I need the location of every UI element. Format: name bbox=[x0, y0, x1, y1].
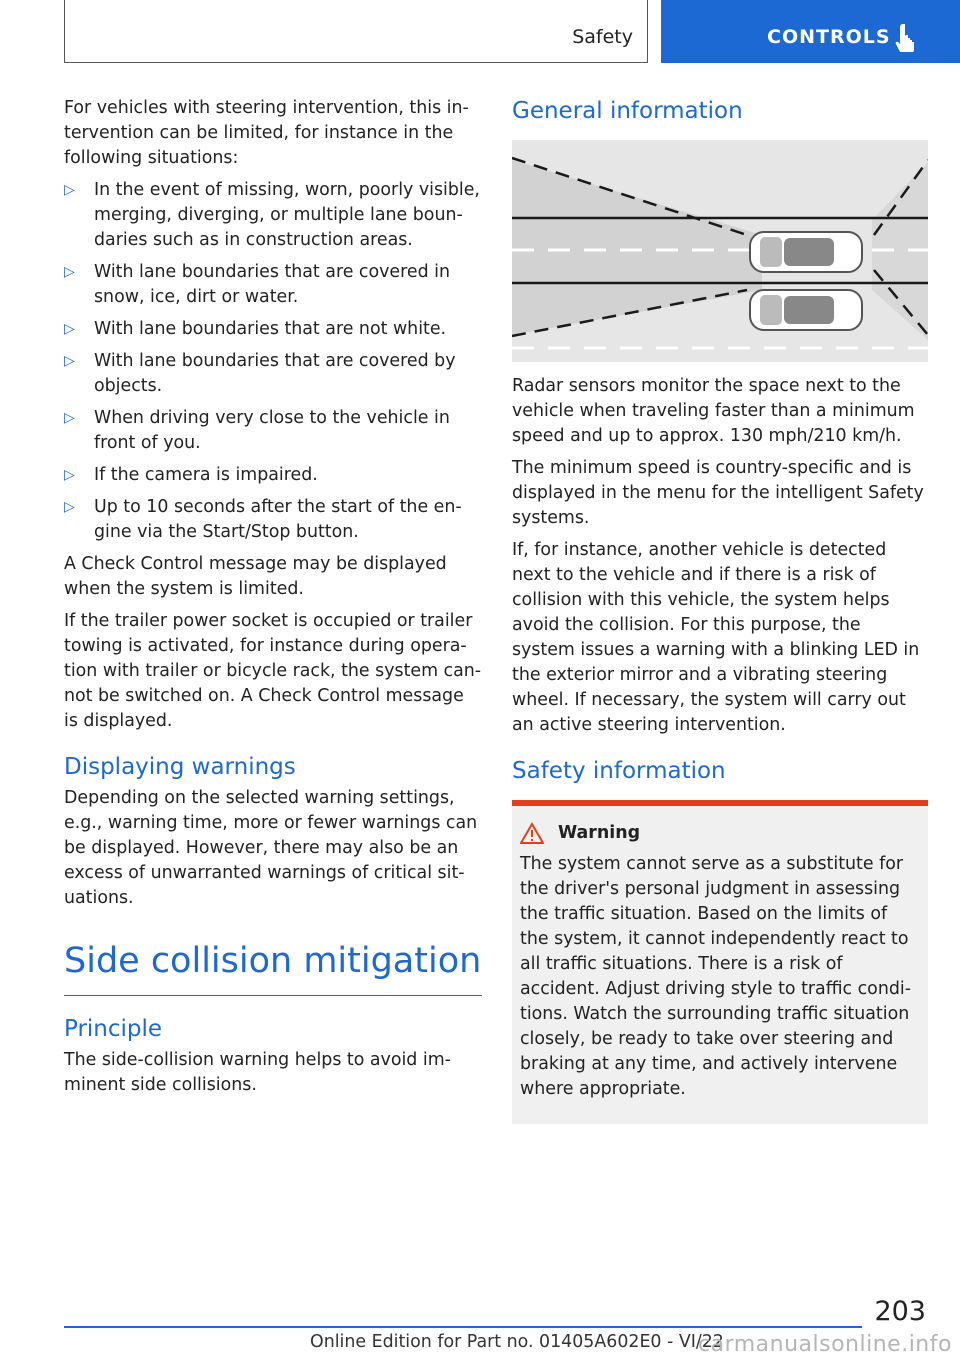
warning-title: Warning bbox=[558, 823, 641, 843]
header-left-box bbox=[64, 0, 648, 63]
side-collision-heading: Side collision mitigation bbox=[64, 939, 482, 996]
warning-header bbox=[520, 822, 920, 844]
displaying-warnings-heading: Displaying warnings bbox=[64, 754, 296, 780]
car-icon bbox=[750, 290, 862, 330]
intro-paragraph: For vehicles with steering intervention, this intervention can be limited, for instance in the following situations: bbox=[64, 98, 469, 168]
chapter-title: CONTROLS bbox=[767, 26, 891, 48]
bullet-triangle-icon: ▷ bbox=[64, 321, 75, 337]
list-item: ▷ When driving very close to the vehicle in front of you. bbox=[64, 408, 450, 453]
warning-box bbox=[512, 800, 928, 1124]
displaying-warnings-paragraph: Depending on the selected warning settings, e.g., warning time, more or fewer warnings can be displayed. However, there may also be an excess of unwarranted warnings of critical situations. bbox=[64, 788, 478, 908]
bullet-triangle-icon: ▷ bbox=[64, 467, 75, 483]
list-item: ▷ With lane boundaries that are covered by objects. bbox=[64, 351, 456, 396]
footer-divider bbox=[64, 1326, 862, 1328]
section-title: Safety bbox=[572, 26, 633, 48]
list-item: ▷ With lane boundaries that are not white. bbox=[64, 317, 482, 342]
bullet-triangle-icon: ▷ bbox=[64, 264, 75, 280]
pointing-hand-icon bbox=[895, 22, 919, 52]
page-number: 203 bbox=[874, 1296, 926, 1327]
limitation-list bbox=[64, 178, 482, 545]
list-item: ▷ Up to 10 seconds after the start of the engine via the Start/Stop button. bbox=[64, 497, 462, 542]
list-item: ▷ If the camera is impaired. bbox=[64, 463, 482, 488]
general-information-heading: General information bbox=[512, 98, 743, 124]
bullet-triangle-icon: ▷ bbox=[64, 410, 75, 426]
list-item: ▷ In the event of missing, worn, poorly visible, merging, diverging, or multiple lane boundaries such as in construction areas. bbox=[64, 180, 480, 250]
bullet-triangle-icon: ▷ bbox=[64, 182, 75, 198]
trailer-paragraph: If the trailer power socket is occupied or trailer towing is activated, for instance during operation with trailer or bicycle rack, the system cannot be switched on. A Check Control message is displayed. bbox=[64, 611, 482, 731]
bullet-triangle-icon: ▷ bbox=[64, 499, 75, 515]
watermark: carmanualsonline.info bbox=[698, 1332, 952, 1357]
edition-text: Online Edition for Part no. 01405A602E0 - VI/22 bbox=[310, 1332, 724, 1352]
list-item: ▷ With lane boundaries that are covered in snow, ice, dirt or water. bbox=[64, 262, 451, 307]
warning-triangle-icon bbox=[520, 822, 544, 844]
principle-heading: Principle bbox=[64, 1016, 163, 1042]
header-chapter-tab[interactable] bbox=[661, 0, 960, 63]
radar-road-illustration bbox=[512, 140, 928, 362]
left-column bbox=[64, 96, 482, 1105]
minimum-speed-paragraph: The minimum speed is country-specific and is displayed in the menu for the intelligent Safety systems. bbox=[512, 458, 924, 528]
safety-information-heading: Safety information bbox=[512, 758, 726, 784]
radar-paragraph: Radar sensors monitor the space next to the vehicle when traveling faster than a minimum speed and up to approx. 130 mph/210 km/h. bbox=[512, 376, 915, 446]
check-control-paragraph: A Check Control message may be displayed when the system is limited. bbox=[64, 554, 447, 599]
warning-text: The system cannot serve as a substitute for the driver's personal judgment in assessing the traffic situation. Based on the limits of the system, it cannot independently react to all traffic situations. There is a risk of accident. Adjust driving style to traffic conditions. Watch the surrounding traffic situation closely, be ready to take over steering and braking at any time, and actively intervene where appropriate. bbox=[520, 854, 911, 1099]
car-icon bbox=[750, 232, 862, 272]
collision-paragraph: If, for instance, another vehicle is detected next to the vehicle and if there is a risk of collision with this vehicle, the system helps avoid the collision. For this purpose, the system issues a warning with a blinking LED in the exterior mirror and a vibrating steering wheel. If necessary, the system will carry out an active steering intervention. bbox=[512, 540, 920, 735]
principle-paragraph: The side-collision warning helps to avoid imminent side collisions. bbox=[64, 1050, 451, 1095]
right-column bbox=[512, 96, 928, 1124]
bullet-triangle-icon: ▷ bbox=[64, 353, 75, 369]
